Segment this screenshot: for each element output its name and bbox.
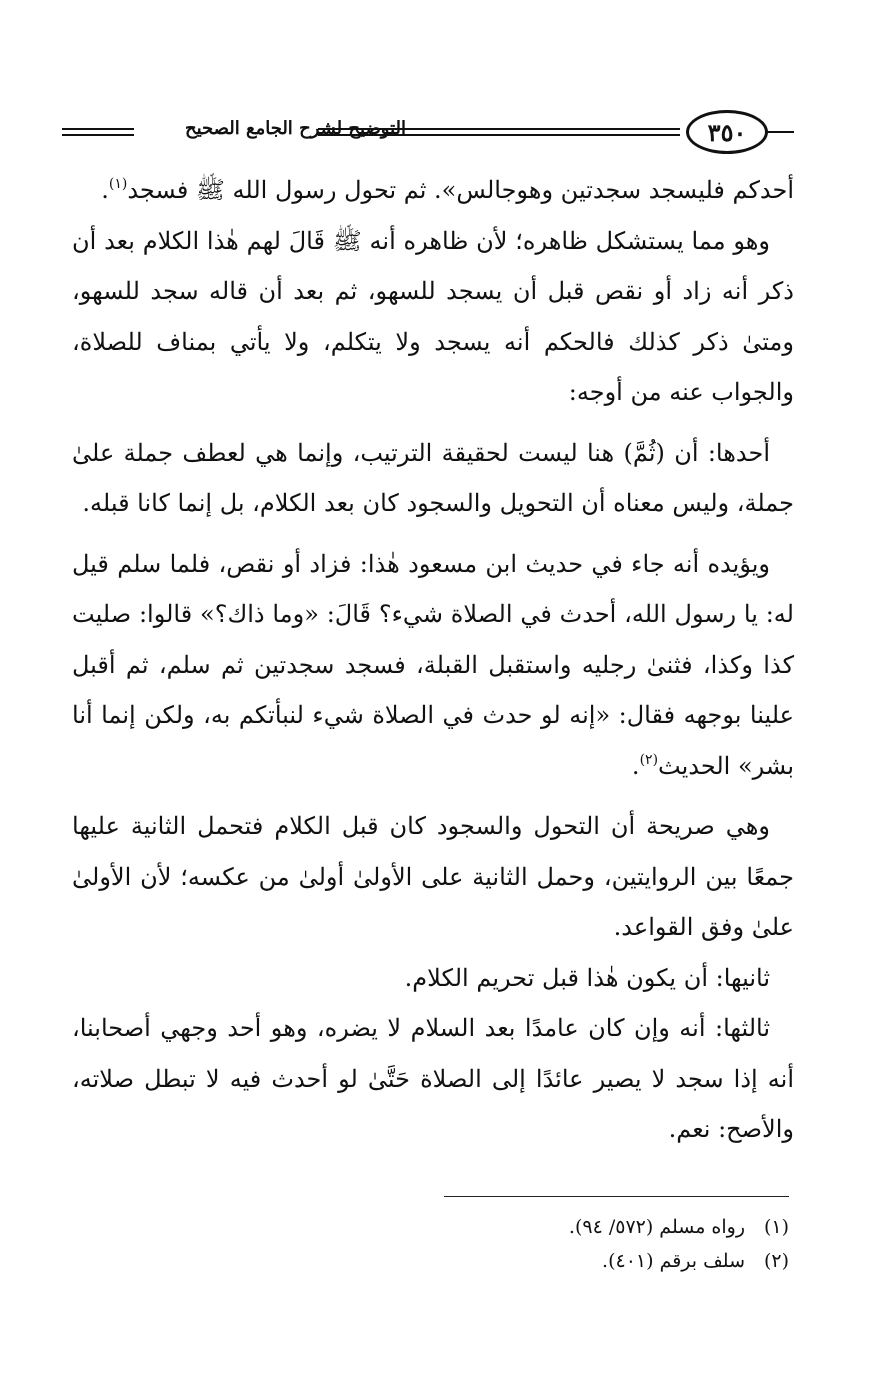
footnote-number: (١) bbox=[763, 1216, 789, 1238]
paragraph-2: وهو مما يستشكل ظاهره؛ لأن ظاهره أنه ﷺ قَالَ لهم هٰذا الكلام بعد أن ذكر أنه زاد أو نقص قبل أن يسجد للسهو، ثم بعد أن قاله سجد للسهو، ومتىٰ ذكر كذلك فالحكم أنه يسجد ولا يتكلم، ولا يأتي بمناف للصلاة، والجواب عنه من أوجه: bbox=[72, 226, 794, 406]
footnote-text: رواه مسلم (٥٧٢/ ٩٤). bbox=[568, 1216, 745, 1238]
footnote-ref-1: (١) bbox=[108, 176, 128, 192]
paragraph-3: أحدها: أن (ثُمَّ) هنا ليست لحقيقة الترتيب، وإنما هي لعطف جملة علىٰ جملة، وليس معناه أن التحويل والسجود كان بعد الكلام، بل إنما كانا قبله. bbox=[72, 438, 794, 517]
paragraph-7: ثالثها: أنه وإن كان عامدًا بعد السلام لا يضره، وهو أحد وجهي أصحابنا، أنه إذا سجد لا يصير عائدًا إلى الصلاة حَتَّىٰ لو أحدث فيه لا تبطل صلاته، والأصح: نعم. bbox=[72, 1014, 794, 1143]
header-rule-right bbox=[766, 131, 794, 133]
footnote-text: سلف برقم (٤٠١). bbox=[602, 1250, 745, 1272]
header-rule-left bbox=[62, 128, 134, 130]
paragraph-1: أحدكم فليسجد سجدتين وهوجالس». ثم تحول رسول الله ﷺ فسجد$^{(١)}$. bbox=[101, 176, 794, 204]
book-title: التوضيح لشرح الجامع الصحيح bbox=[184, 118, 406, 139]
paragraph-5: وهي صريحة أن التحول والسجود كان قبل الكلام فتحمل الثانية عليها جمعًا بين الروايتين، وحمل الثانية على الأولىٰ أولىٰ من عكسه؛ لأن الأولىٰ علىٰ وفق القواعد. bbox=[72, 812, 794, 941]
paragraph-4: ويؤيده أنه جاء في حديث ابن مسعود هٰذا: فزاد أو نقص، فلما سلم قيل له: يا رسول الله، أحدث في الصلاة شيء؟ قَالَ: «وما ذاك؟» قالوا: صليت كذا وكذا، فثنىٰ رجليه واستقبل القبلة، فسجد سجدتين ثم سلم، ثم أقبل علينا بوجهه فقال: «إنه لو حدث في الصلاة شيء لنبأتكم به، ولكن إنما أنا بشر» الحديث$^{(٢)}$. bbox=[72, 549, 794, 780]
page-number: ٣٥٠ bbox=[707, 117, 747, 147]
header-rule-left-2 bbox=[62, 134, 134, 136]
footnote-separator bbox=[444, 1196, 789, 1197]
footnotes bbox=[369, 1210, 789, 1278]
paragraph-6: ثانيها: أن يكون هٰذا قبل تحريم الكلام. bbox=[404, 963, 770, 992]
footnote-number: (٢) bbox=[763, 1250, 789, 1272]
main-text bbox=[72, 165, 794, 1155]
page-number-oval bbox=[686, 110, 768, 154]
page-header bbox=[62, 108, 794, 160]
footnote-1 bbox=[369, 1210, 789, 1244]
footnote-ref-2: (٢) bbox=[639, 751, 659, 768]
footnote-2 bbox=[369, 1244, 789, 1278]
